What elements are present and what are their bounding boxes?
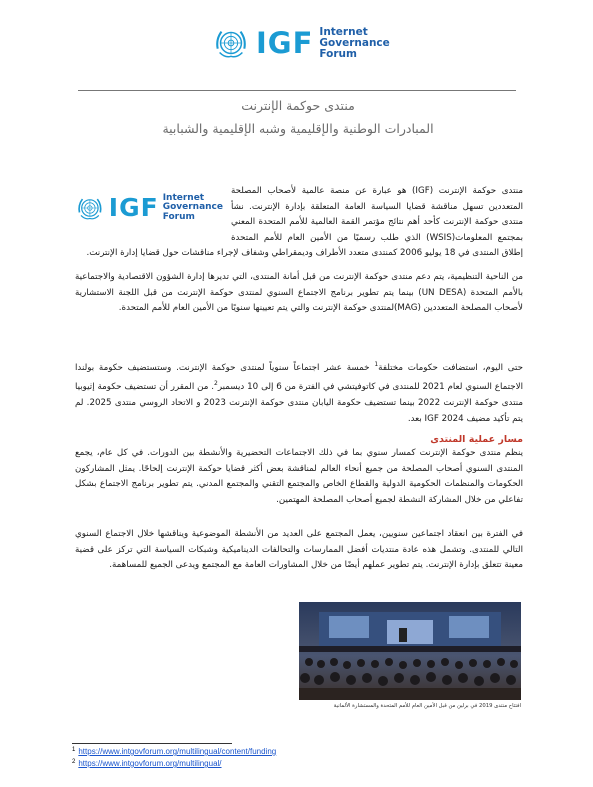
igf-full-name xyxy=(319,27,389,60)
igf-word-3: Forum xyxy=(319,47,357,60)
document-title: منتدى حوكمة الإنترنت xyxy=(241,98,355,113)
igf-word-1: Internet xyxy=(319,25,368,38)
footnote-number: 2 xyxy=(72,759,76,765)
igf-word-1: Internet xyxy=(162,192,205,203)
igf-abbrev: IGF xyxy=(256,26,314,60)
hosts-text-middle: خمسة عشر اجتماعاً سنوياً لمنتدى حوكمة الإنترنت. وستستضيف حكومة بولندا الاجتماع السنوي لعام 2021 للمنتدى في كاتوفيتشي في الفترة من 6 إلى 10 ديسمبر xyxy=(75,362,524,393)
forum-photo xyxy=(299,602,521,700)
igf-word-3: Forum xyxy=(162,211,195,222)
igf-header-logo xyxy=(212,24,390,62)
footnote-number: 1 xyxy=(72,747,76,753)
hosts-text-start: حتى اليوم، استضافت حكومات مختلفة xyxy=(378,362,524,373)
document-subtitle: المبادرات الوطنية والإقليمية وشبه الإقليمية والشبابية xyxy=(162,121,434,136)
intro-paragraph xyxy=(75,184,523,262)
footnote-ref-2[interactable]: 2 xyxy=(213,380,218,388)
organization-paragraph: من الناحية التنظيمية، يتم دعم منتدى حوكمة الإنترنت من قبل أمانة المنتدى، التي تديرها إدارة الشؤون الاقتصادية والاجتماعية بالأمم المتحدة (UN DESA) بينما يتم تطوير برنامج الاجتماع السنوي لمنتدى حوكمة الإنترنت من قبل اللجنة الاستشارية لأصحاب المصلحة المتعددين (MAG)لمنتدى حوكمة الإنترنت والتي يتم تعيينها سنويًا من الأمين العام للأمم المتحدة. xyxy=(75,272,523,314)
intersessional-paragraph: في الفترة بين انعقاد اجتماعين سنويين، يعمل المجتمع على العديد من الأنشطة الموضوعية ويناقشها خلال الاجتماع السنوي التالي للمنتدى. وتشمل هذه عادة منتديات أفضل الممارسات والتحالفات الديناميكية وشبكات السياسة التي تركز على قضية معينة تتعلق بإدارة الإنترنت. يتم تطوير عملهم أيضًا من خلال المشاورات العامة مع المجتمع ويدعى الجميع للمساهمة. xyxy=(75,529,523,571)
hosts-paragraph xyxy=(75,357,523,427)
un-emblem-icon xyxy=(75,191,105,225)
process-paragraph: ينظم منتدى حوكمة الإنترنت كمسار سنوي بما في ذلك الاجتماعات التحضيرية والأنشطة بين الدورات. في كل عام، يجمع المنتدى السنوي أصحاب المصلحة من جميع أنحاء العالم لمناقشة بعض أكثر قضايا حوكمة الإنترنت إلحاحًا. يمثل المشاركون الحكومات والمنظمات الحكومية الدولية والقطاع الخاص والمجتمع التقني والمجتمع المدني. يتم تطوير برنامج الاجتماع بشكل تفاعلي من خلال المشاركة النشطة لجميع أصحاب المصلحة المهتمين. xyxy=(75,448,523,505)
igf-abbrev: IGF xyxy=(108,193,159,222)
footnote-1 xyxy=(72,747,276,756)
process-heading: مسار عملية المنتدى xyxy=(430,434,523,445)
footnote-link[interactable]: https://www.intgovforum.org/multilingual/ xyxy=(78,759,222,768)
un-emblem-icon xyxy=(212,24,250,62)
footnote-ref-1[interactable]: 1 xyxy=(374,361,379,368)
footnote-divider xyxy=(72,743,232,744)
intro-text: منتدى حوكمة الإنترنت (IGF) هو عبارة عن منصة عالمية لأصحاب المصلحة المتعددين تسهل مناقشة قضايا السياسة العامة المتعلقة بإدارة الإنترنت. نشأ منتدى حوكمة الإنترنت كأحد أهم نتائج مؤتمر القمة العالمية للأمم المتحدة المعني بمجتمع المعلومات(WSIS) الذي طلب رسميًا من الأمين العام للأمم المتحدة إطلاق المنتدى في 18 يوليو 2006 كمنتدى متعدد الأطراف وديمقراطي وشفاف لإجراء مناقشات حول قضايا إدارة الإنترنت. xyxy=(86,186,523,259)
igf-inline-logo xyxy=(75,184,223,232)
footnote-2 xyxy=(72,759,222,768)
igf-word-2: Governance xyxy=(319,36,390,49)
igf-word-2: Governance xyxy=(162,202,223,213)
header-divider xyxy=(78,90,516,91)
igf-full-name xyxy=(163,194,223,223)
footnote-link[interactable]: https://www.intgovforum.org/multilingual/content/funding xyxy=(78,747,277,756)
hosts-text-end: . من المقرر أن تستضيف حكومة إثيوبيا منتدى حوكمة الإنترنت 2022 بينما تستضيف حكومة اليابان منتدى حوكمة الإنترنت 2023 و الاتحاد الروسي منتدى 2025. لم يتم تأكيد مضيف IGF 2024 بعد. xyxy=(75,382,523,424)
photo-caption: افتتاح منتدى 2019 في برلين من قبل الأمين العام للأمم المتحدة والمستشارة الألمانية xyxy=(333,703,521,709)
